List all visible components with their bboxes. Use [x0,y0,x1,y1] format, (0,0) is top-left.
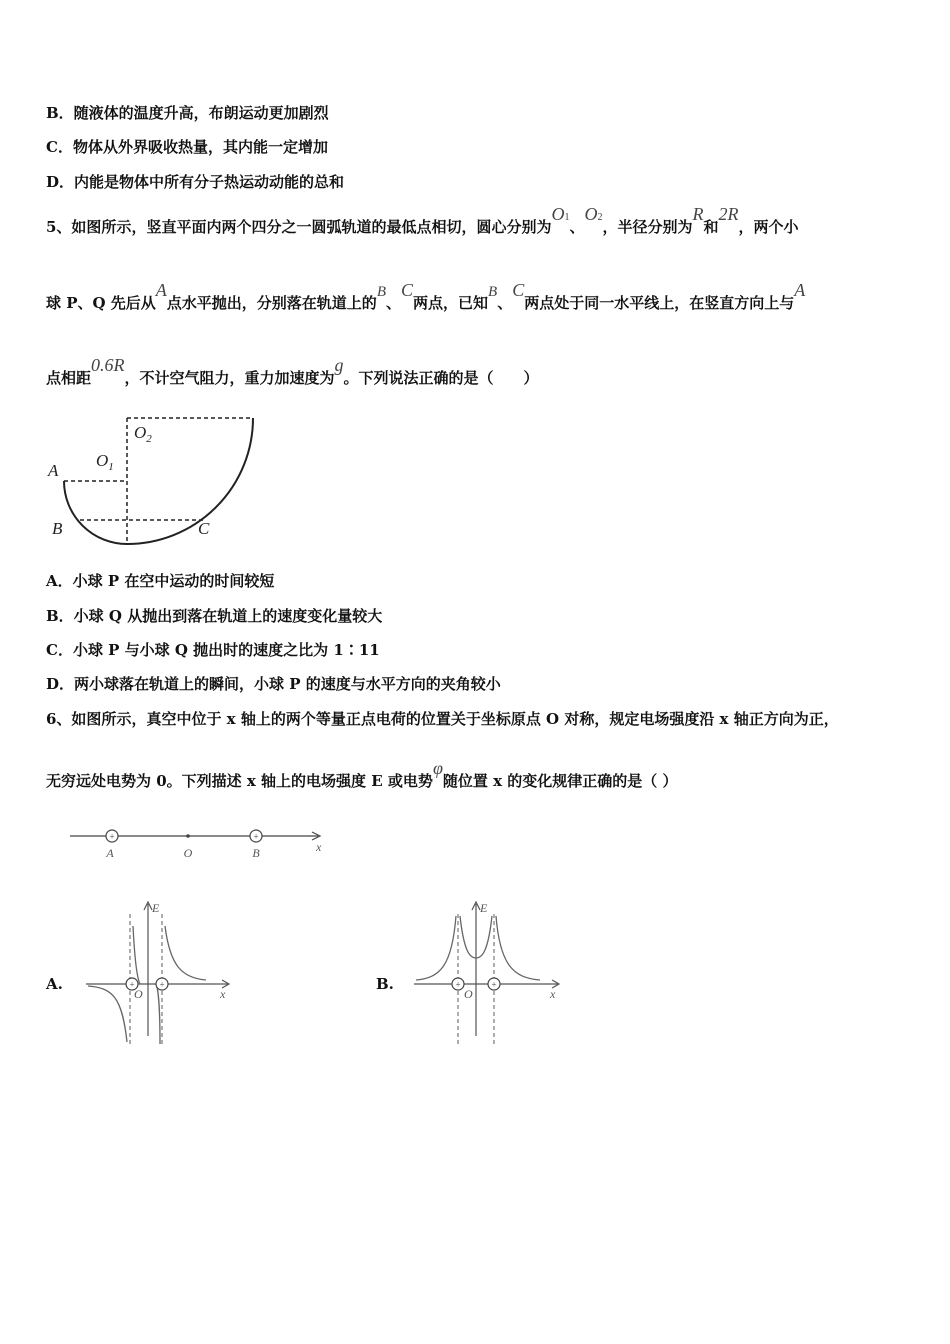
o1-label: $O_1$ [96,451,114,473]
q5-stem-line1: 5、如图所示，竖直平面内两个四分之一圆弧轨道的最低点相切，圆心分别为O1、O2，半径分别为R和2R，两个小 [46,204,799,236]
q5-option-a: A．小球 P 在空中运动的时间较短 [46,572,275,590]
svg-text:+: + [253,831,259,842]
axis-b-label: B [252,846,260,860]
graph-b-x-label: x [550,987,556,1001]
q5-option-b: B．小球 Q 从抛出到落在轨道上的速度变化量较大 [46,607,383,625]
b-label: B [52,519,63,538]
small-arc [64,481,127,544]
a-symbol-2: A [794,280,806,300]
o1-symbol: O1 [551,204,570,224]
svg-text:+: + [491,979,497,990]
q5-option-c: C．小球 P 与小球 Q 抛出时的速度之比为 1∶11 [46,641,380,659]
svg-text:+: + [109,831,115,842]
q6-stem-line2: 无穷远处电势为 0。下列描述 x 轴上的电场强度 E 或电势φ随位置 x 的变化规律正确的是（ ） [46,758,678,790]
charge-a [106,830,118,842]
a-label: A [48,461,59,480]
graph-b-o-label: O [464,987,473,1001]
graph-a-o-label: O [134,987,143,1001]
q6-graph-b [410,896,570,1048]
two-r-symbol: 2R [718,204,739,224]
origin-dot [186,834,190,838]
q5-option-d: D．两小球落在轨道上的瞬间，小球 P 的速度与水平方向的夹角较小 [46,675,501,693]
q6-stem-line1: 6、如图所示，真空中位于 x 轴上的两个等量正点电荷的位置关于坐标原点 O 对称，规定电场强度沿 x 轴正方向为正， [46,710,839,728]
b-symbol: B [376,284,386,300]
q6-graph-a [82,896,242,1048]
q6-option-a-label: A. [46,975,63,993]
charge-b [250,830,262,842]
q4-option-d: D．内能是物体中所有分子热运动动能的总和 [46,173,345,191]
q6-option-b-label: B. [376,975,394,993]
svg-text:+: + [455,979,461,990]
c-symbol-2: C [512,280,525,300]
b-symbol-2: B [488,284,498,300]
q4-option-b: B．随液体的温度升高，布朗运动更加剧烈 [46,104,329,122]
q4-option-c: C．物体从外界吸收热量，其内能一定增加 [46,138,328,156]
q5-stem-line2: 球 P、Q 先后从A点水平抛出，分别落在轨道上的B、C两点，已知B、C两点处于同一水平线上，在竖直方向上与A [46,280,806,312]
r-symbol: R [692,204,704,224]
q5-track-figure [40,408,270,553]
phi-symbol: φ [432,758,443,778]
o2-label: $O_2$ [134,423,152,445]
g-symbol: g [334,355,344,375]
distance-expression: 0.6R [91,355,125,375]
graph-a-e-label: E [152,901,160,915]
q5-stem-line3: 点相距0.6R，不计空气阻力，重力加速度为g。下列说法正确的是（ ） [46,355,539,387]
graph-b-e-label: E [480,901,488,915]
q6-charge-axis-figure [66,822,336,866]
axis-x-label: x [316,840,322,854]
c-symbol: C [401,280,414,300]
o2-symbol: O2 [584,204,603,224]
graph-a-x-label: x [220,987,226,1001]
svg-text:+: + [159,979,165,990]
axis-o-label: O [183,846,193,860]
c-label: C [198,519,210,538]
axis-a-label: A [106,846,114,860]
a-symbol: A [155,280,167,300]
svg-text:+: + [129,979,135,990]
